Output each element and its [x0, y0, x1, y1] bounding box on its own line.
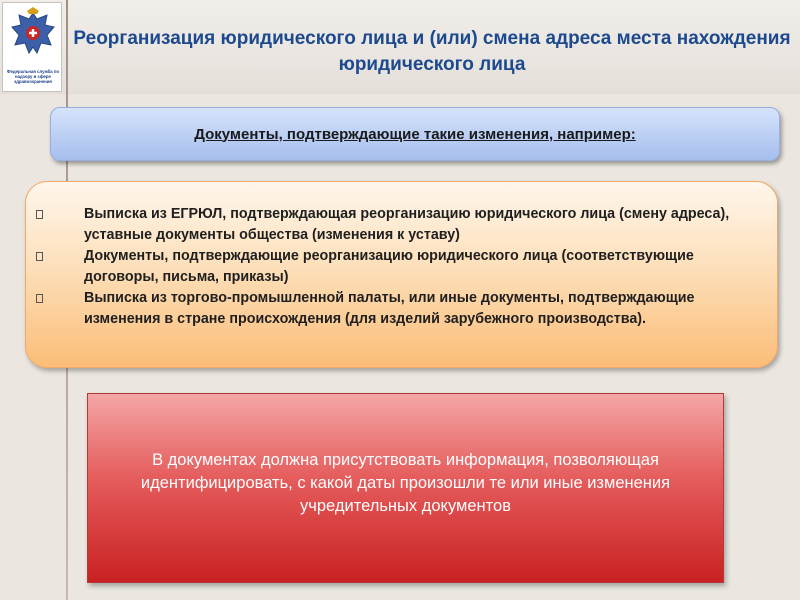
list-item [26, 246, 766, 288]
list-item [26, 204, 766, 246]
emblem-eagle-icon [7, 7, 59, 67]
subtitle-banner [50, 107, 780, 161]
list-item-text: Документы, подтверждающие реорганизацию юридического лица (соответствующие договоры, письма, приказы) [84, 248, 694, 285]
note-text: В документах должна присутствовать информация, позволяющая идентифицировать, с какой даты произошли те или иные изменения учредительных документов [140, 450, 671, 515]
agency-logo [2, 2, 62, 92]
bullet-box-icon [36, 294, 43, 303]
list-item [26, 288, 766, 330]
subtitle-text: Документы, подтверждающие такие изменения, например: [194, 125, 636, 143]
list-item-text: Выписка из ЕГРЮЛ, подтверждающая реорганизацию юридического лица (смену адреса), уставные документы общества (изменения к уставу) [84, 206, 730, 243]
bullet-box-icon [36, 210, 43, 219]
bullet-box-icon [36, 252, 43, 261]
note-panel [87, 393, 724, 583]
page-title: Реорганизация юридического лица и (или) смена адреса места нахождения юридического лица [73, 28, 791, 75]
documents-list [26, 204, 766, 330]
list-item-text: Выписка из торгово-промышленной палаты, или иные документы, подтверждающие изменения в стране происхождения (для изделий зарубежного производства). [84, 290, 695, 327]
logo-caption: Федеральная служба по надзору в сфере здравоохранения [6, 69, 60, 84]
documents-panel [25, 181, 778, 368]
